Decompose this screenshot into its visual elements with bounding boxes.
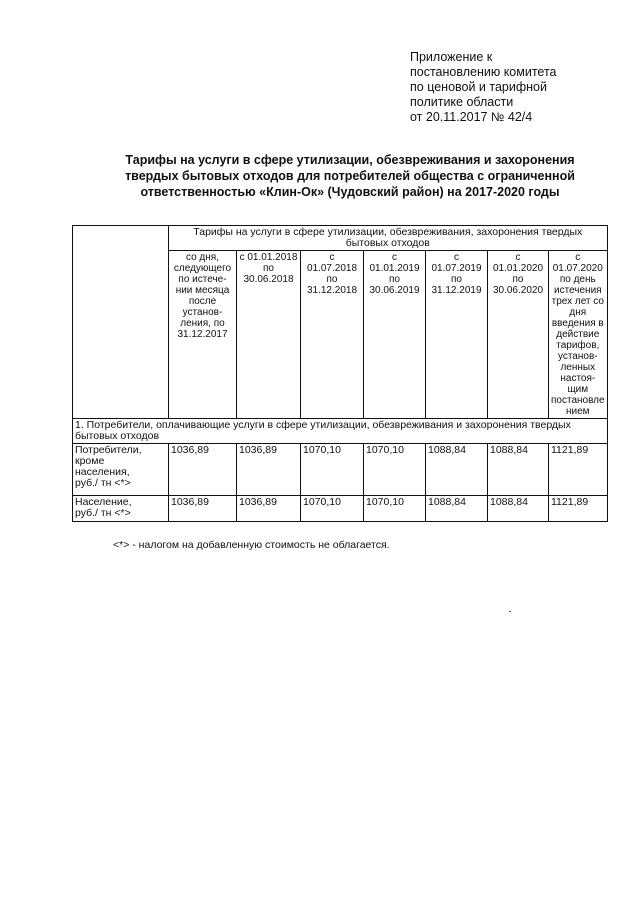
- section-title: 1. Потребители, оплачивающие услуги в сфере утилизации, обезвреживания и захоронения твердых бытовых отходов: [73, 419, 608, 444]
- tariff-value: 1070,10: [364, 496, 426, 522]
- period-header: с 01.07.2019 по 31.12.2019: [426, 251, 488, 419]
- tariff-value: 1121,89: [549, 444, 608, 496]
- title-line: твердых бытовых отходов для потребителей общества с ограниченной: [125, 169, 575, 183]
- tariff-value: 1088,84: [426, 496, 488, 522]
- row-label: Население, руб./ тн <*>: [73, 496, 169, 522]
- document-title: [60, 152, 640, 200]
- title-line: Тарифы на услуги в сфере утилизации, обезвреживания и захоронения: [125, 153, 575, 167]
- table-header-row: [73, 226, 608, 251]
- period-header: с 01.01.2018 по 30.06.2018: [237, 251, 301, 419]
- tariff-table: [72, 225, 608, 522]
- period-header: с 01.01.2020 по 30.06.2020: [488, 251, 549, 419]
- scan-speck: [509, 611, 511, 612]
- appendix-line: по ценовой и тарифной: [410, 80, 547, 94]
- period-header: с 01.07.2020 по день истечения трех лет со дня введения в действие тарифов, установ- ленных настоя- щим постановле нием: [549, 251, 608, 419]
- tariff-value: 1036,89: [237, 496, 301, 522]
- corner-cell: [73, 226, 169, 419]
- row-label: Потребители, кроме населения, руб./ тн <*>: [73, 444, 169, 496]
- tariff-value: 1088,84: [488, 444, 549, 496]
- tariff-value: 1070,10: [301, 444, 364, 496]
- tariff-value: 1088,84: [488, 496, 549, 522]
- footnote: <*> - налогом на добавленную стоимость не облагается.: [113, 539, 390, 551]
- period-header: с 01.07.2018 по 31.12.2018: [301, 251, 364, 419]
- appendix-line: постановлению комитета: [410, 65, 557, 79]
- appendix-line: Приложение к: [410, 50, 493, 64]
- period-header: со дня, следующего по истече- нии месяца после установ- ления, по 31.12.2017: [169, 251, 237, 419]
- tariff-value: 1070,10: [364, 444, 426, 496]
- appendix-note: [410, 50, 625, 125]
- table-header: Тарифы на услуги в сфере утилизации, обезвреживания, захоронения твердых бытовых отходов: [169, 226, 608, 251]
- table-row: [73, 444, 608, 496]
- tariff-value: 1036,89: [237, 444, 301, 496]
- appendix-line: политике области: [410, 95, 514, 109]
- table-row: [73, 496, 608, 522]
- tariff-value: 1070,10: [301, 496, 364, 522]
- section-row: [73, 419, 608, 444]
- appendix-line: от 20.11.2017 № 42/4: [410, 110, 533, 124]
- tariff-value: 1036,89: [169, 444, 237, 496]
- tariff-value: 1088,84: [426, 444, 488, 496]
- title-line: ответственностью «Клин-Ок» (Чудовский район) на 2017-2020 годы: [140, 185, 560, 199]
- period-header: с 01.01.2019 по 30.06.2019: [364, 251, 426, 419]
- tariff-value: 1121,89: [549, 496, 608, 522]
- tariff-value: 1036,89: [169, 496, 237, 522]
